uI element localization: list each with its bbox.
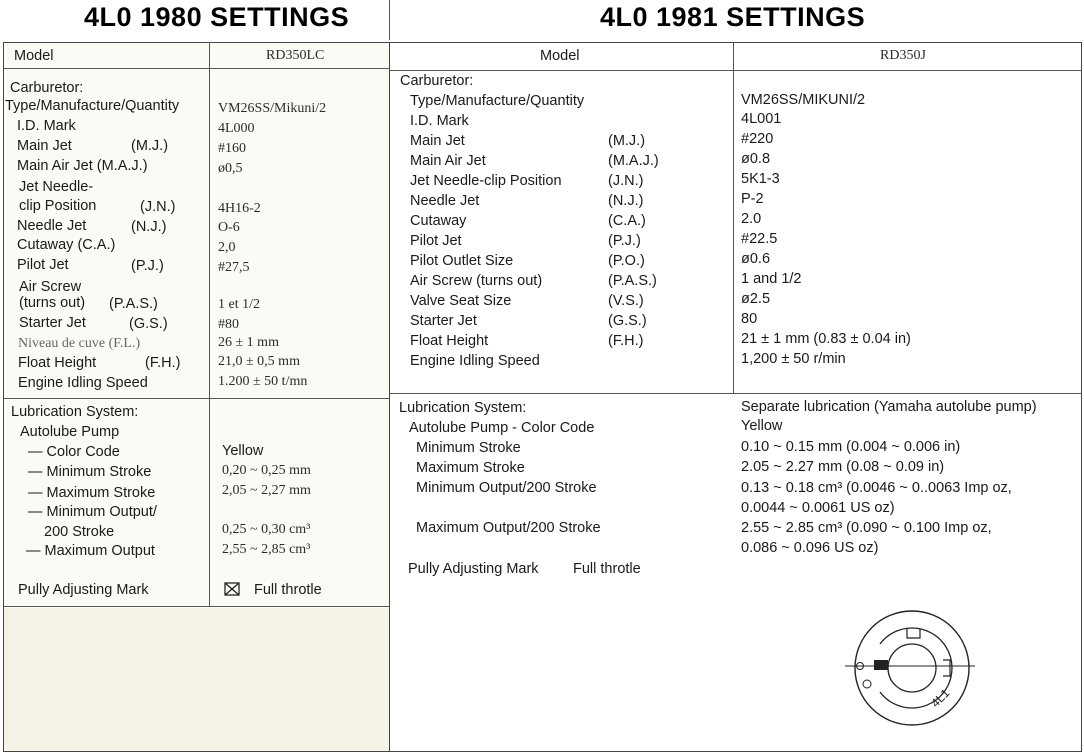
right-row-label: Valve Seat Size (410, 293, 512, 309)
left-lube-value: 0,25 ~ 0,30 cm³ (222, 522, 311, 537)
left-row-code: (J.N.) (140, 199, 176, 215)
left-row-label: Cutaway (C.A.) (17, 237, 116, 253)
right-row-code: (M.A.J.) (608, 153, 659, 169)
left-row-code: (F.H.) (145, 355, 181, 371)
left-row-value: 1.200 ± 50 t/mn (218, 374, 308, 389)
right-row-label: Starter Jet (410, 313, 477, 329)
right-row-value: 1,200 ± 50 r/min (741, 351, 846, 367)
right-row-code: (P.A.S.) (608, 273, 657, 289)
left-row-label: Type/Manufacture/Quantity (5, 98, 180, 114)
right-row-code: (G.S.) (608, 313, 647, 329)
right-lube-label: Maximum Stroke (416, 460, 525, 476)
right-row-value: #220 (741, 131, 774, 147)
left-row-label: Pilot Jet (17, 257, 69, 273)
right-row-value: 21 ± 1 mm (0.83 ± 0.04 in) (741, 331, 911, 347)
left-row-label: Main Air Jet (M.A.J.) (17, 158, 148, 174)
right-row-value: 5K1-3 (741, 171, 780, 187)
left-row-code: (M.J.) (131, 138, 169, 154)
right-row-label: Pilot Outlet Size (410, 253, 514, 269)
right-lubrication-value: Separate lubrication (Yamaha autolube pump) (741, 399, 1037, 415)
right-row-value: #22.5 (741, 231, 778, 247)
right-row-label: I.D. Mark (410, 113, 469, 129)
right-row-label: Main Jet (410, 133, 465, 149)
right-row-value: VM26SS/MIKUNI/2 (741, 92, 866, 108)
left-row-label: Starter Jet (19, 315, 86, 331)
right-row-label: Main Air Jet (410, 153, 486, 169)
left-lube-label: 200 Stroke (44, 524, 115, 540)
left-lube-label: — Maximum Stroke (28, 485, 156, 501)
right-row-code: (N.J.) (608, 193, 644, 209)
right-row-label: Engine Idling Speed (410, 353, 540, 369)
left-lube-label: — Minimum Stroke (28, 464, 152, 480)
pulley-mark-text: 4L1 (928, 686, 953, 711)
left-carb-divider (3, 398, 391, 399)
right-row-value: P-2 (741, 191, 764, 207)
left-row-value: 4L000 (218, 121, 255, 136)
left-blank-area (4, 608, 390, 751)
right-lube-label: Minimum Stroke (416, 440, 521, 456)
right-row-code: (F.H.) (608, 333, 644, 349)
right-lube-value: 2.55 ~ 2.85 cm³ (0.090 ~ 0.100 Imp oz, (741, 520, 992, 536)
left-row-label: Air Screw (19, 279, 82, 295)
right-lube-value: 0.13 ~ 0.18 cm³ (0.0046 ~ 0..0063 Imp oz, (741, 480, 1012, 496)
right-model-label: Model (540, 48, 580, 64)
left-row-value: 1 et 1/2 (218, 297, 260, 312)
left-row-code: (N.J.) (131, 219, 167, 235)
right-row-value: 80 (741, 311, 758, 327)
right-row-label: Jet Needle-clip Position (410, 173, 562, 189)
right-row-label: Cutaway (410, 213, 467, 229)
left-row-value: 26 ± 1 mm (218, 335, 279, 350)
right-carb-divider (389, 393, 1082, 394)
right-lube-value: 0.10 ~ 0.15 mm (0.004 ~ 0.006 in) (741, 439, 961, 455)
right-pully-label: Pully Adjusting Mark (408, 561, 539, 577)
right-row-value: 4L001 (741, 111, 782, 127)
left-row-label: Engine Idling Speed (18, 375, 148, 391)
left-row-label: I.D. Mark (17, 118, 76, 134)
left-pully-value: Full throtle (254, 582, 322, 598)
right-row-value: ø0.6 (741, 251, 771, 267)
right-column-divider (733, 42, 734, 394)
left-carburetor-heading: Carburetor: (10, 80, 84, 96)
right-row-code: (M.J.) (608, 133, 646, 149)
left-row-value: #80 (218, 317, 239, 332)
right-row-value: 2.0 (741, 211, 762, 227)
right-row-value: ø0.8 (741, 151, 771, 167)
left-lube-value: Yellow (222, 443, 264, 459)
left-model-value: RD350LC (266, 48, 325, 63)
right-row-label: Air Screw (turns out) (410, 273, 543, 289)
right-row-label: Needle Jet (410, 193, 480, 209)
left-row-label: Needle Jet (17, 218, 87, 234)
right-lubrication-heading: Lubrication System: (399, 400, 527, 416)
left-lube-label: — Color Code (28, 444, 120, 460)
left-model-divider (3, 68, 391, 69)
left-row-value: #27,5 (218, 260, 250, 275)
left-row-code: (G.S.) (129, 316, 168, 332)
left-model-label: Model (14, 48, 54, 64)
left-row-value: 4H16-2 (218, 201, 261, 216)
right-model-value: RD350J (880, 48, 926, 63)
left-row-code: (P.A.S.) (109, 296, 158, 312)
left-lube-divider (3, 606, 391, 607)
right-carburetor-heading: Carburetor: (400, 73, 474, 89)
left-row-label: Niveau de cuve (F.L.) (18, 336, 141, 351)
left-row-label: Main Jet (17, 138, 72, 154)
left-row-value: VM26SS/Mikuni/2 (218, 101, 327, 116)
right-row-label: Type/Manufacture/Quantity (410, 93, 585, 109)
right-model-divider (389, 70, 1082, 71)
left-lube-label: Autolube Pump (20, 424, 120, 440)
left-row-code: (P.J.) (131, 258, 164, 274)
left-lubrication-heading: Lubrication System: (11, 404, 139, 420)
pulley-adjusting-mark-diagram (840, 598, 980, 743)
left-row-label: (turns out) (19, 295, 86, 311)
right-row-label: Float Height (410, 333, 489, 349)
left-row-value: 2,0 (218, 240, 236, 255)
right-row-value: ø2.5 (741, 291, 771, 307)
left-row-value: #160 (218, 141, 246, 156)
left-lube-value: 2,05 ~ 2,27 mm (222, 483, 311, 498)
right-lube-value: 2.05 ~ 2.27 mm (0.08 ~ 0.09 in) (741, 459, 945, 475)
left-row-label: Float Height (18, 355, 97, 371)
right-lube-label: Maximum Output/200 Stroke (416, 520, 601, 536)
right-row-code: (P.O.) (608, 253, 645, 269)
left-row-value: 21,0 ± 0,5 mm (218, 354, 300, 369)
right-lube-value: 0.086 ~ 0.096 US oz) (741, 540, 879, 556)
left-column-divider (209, 42, 210, 607)
left-page-title: 4L0 1980 SETTINGS (84, 2, 350, 32)
left-row-label: Jet Needle- (19, 179, 94, 195)
header-divider (389, 0, 390, 40)
left-row-value: ø0,5 (218, 161, 243, 176)
left-row-label: clip Position (19, 198, 97, 214)
right-lube-label: Autolube Pump - Color Code (409, 420, 595, 436)
right-lube-value: 0.0044 ~ 0.0061 US oz) (741, 500, 895, 516)
right-page-title: 4L0 1981 SETTINGS (600, 2, 866, 32)
right-row-code: (C.A.) (608, 213, 646, 229)
right-row-code: (V.S.) (608, 293, 644, 309)
left-lube-label: — Minimum Output/ (28, 504, 157, 520)
boxed-x-icon (224, 582, 240, 597)
left-lube-value: 0,20 ~ 0,25 mm (222, 463, 311, 478)
right-lube-label: Minimum Output/200 Stroke (416, 480, 597, 496)
left-pully-label: Pully Adjusting Mark (18, 582, 149, 598)
left-row-value: O-6 (218, 220, 240, 235)
right-row-code: (J.N.) (608, 173, 644, 189)
right-row-value: 1 and 1/2 (741, 271, 802, 287)
right-row-label: Pilot Jet (410, 233, 462, 249)
right-lube-value: Yellow (741, 418, 783, 434)
right-pully-value: Full throtle (573, 561, 641, 577)
left-lube-label: — Maximum Output (26, 543, 155, 559)
left-lube-value: 2,55 ~ 2,85 cm³ (222, 542, 311, 557)
right-row-code: (P.J.) (608, 233, 641, 249)
